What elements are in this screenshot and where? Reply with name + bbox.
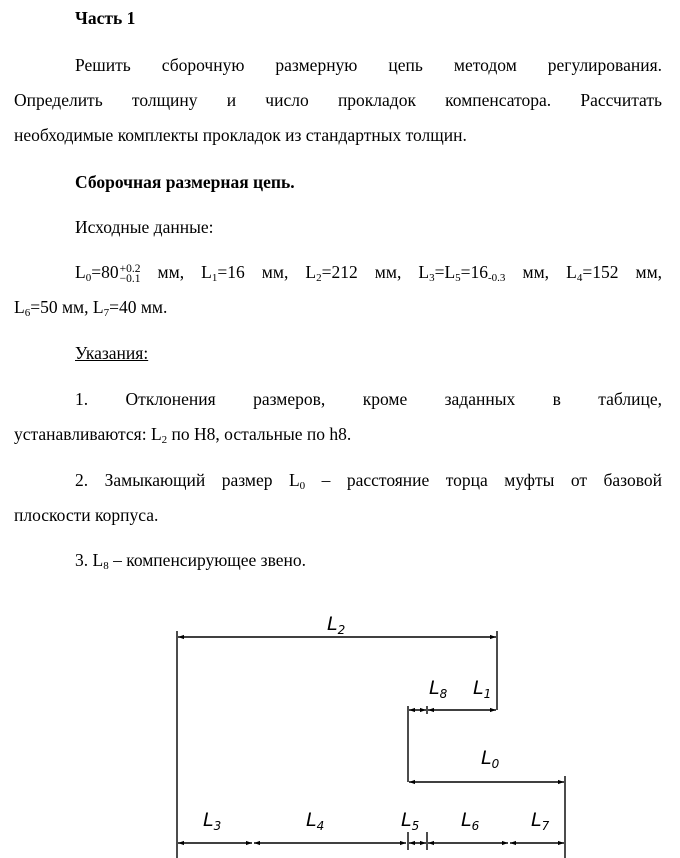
instruction-2-line-2: плоскости корпуса. bbox=[14, 505, 159, 525]
instruction-3: 3. $L_8$ – компенсирующее звено. bbox=[75, 550, 306, 572]
instruction-1-line-1: 1. Отклонения размеров, кроме заданных в таблице, bbox=[75, 389, 662, 409]
label-l7: $L_7$ bbox=[531, 809, 550, 833]
instructions-heading: Указания: bbox=[75, 343, 149, 363]
data-line-2: $L_6=50$ мм, $L_7=40$ мм. bbox=[14, 297, 168, 319]
task-line-1: Решить сборочную размерную цепь методом регулирования. bbox=[75, 55, 662, 75]
task-line-2: Определить толщину и число прокладок компенсатора. Рассчитать bbox=[14, 90, 662, 110]
data-line-1: $L_0=80$ +0.2 −0.1 мм, $L_1=16$ мм, $L_2=212$ мм, $L_3=L_5=16_{-0.3}$ мм, $L_4=152$ мм, bbox=[75, 262, 663, 285]
label-l5: $L_5$ bbox=[401, 809, 420, 833]
label-l2: $L_2$ bbox=[327, 613, 346, 637]
section-title: Часть 1 bbox=[75, 8, 136, 28]
label-l6: $L_6$ bbox=[461, 809, 480, 833]
chain-heading: Сборочная размерная цепь. bbox=[75, 172, 295, 192]
l0-tolerance: +0.2 −0.1 bbox=[119, 263, 141, 285]
instruction-2-line-1: 2. Замыкающий размер $L_0$ – расстояние торца муфты от базовой bbox=[75, 470, 662, 492]
input-data-label: Исходные данные: bbox=[75, 217, 214, 237]
label-l3: $L_3$ bbox=[203, 809, 222, 833]
task-line-3: необходимые комплекты прокладок из стандартных толщин. bbox=[14, 125, 467, 145]
instruction-1-line-2: устанавливаются: $L_2$ по H8, остальные по h8. bbox=[14, 424, 352, 446]
label-l4: $L_4$ bbox=[306, 809, 325, 833]
label-l8: $L_8$ bbox=[429, 677, 448, 701]
label-l0: $L_0$ bbox=[481, 747, 500, 771]
label-l1: $L_1$ bbox=[473, 677, 492, 701]
